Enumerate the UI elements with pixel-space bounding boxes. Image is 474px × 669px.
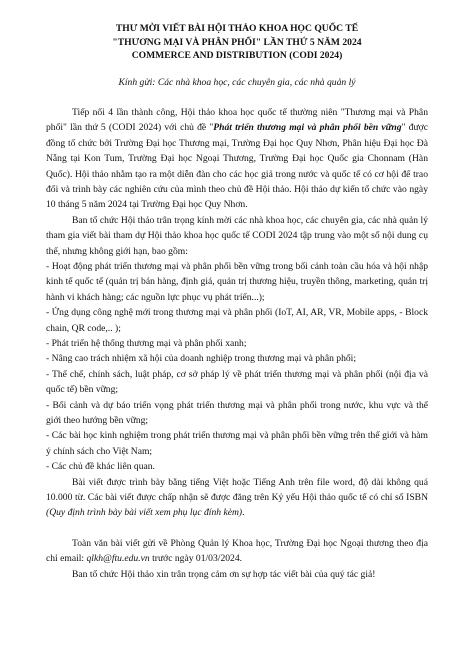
topic-item: - Các chủ đề khác liên quan. xyxy=(46,461,155,473)
format-note: (Quy định trình bày bài viết xem phụ lục đính kèm) xyxy=(46,507,243,519)
submission-email[interactable]: qlkh@ftu.edu.vn xyxy=(86,553,150,565)
topic-item: - Nâng cao trách nhiệm xã hội của doanh nghiệp trong thương mại và phân phối; xyxy=(46,353,356,365)
format-text: Bài viết được trình bày bằng tiếng Việt hoặc Tiếng Anh trên file word, độ dài không quá 10.000 từ. Các bài viết được chấp nhận sẽ được đăng trên Kỷ yếu Hội thảo quốc tế có chỉ số ISBN xyxy=(46,476,428,504)
topic-item: - Phát triển hệ thống thương mại và phân phối xanh; xyxy=(46,338,247,349)
format-end: . xyxy=(242,507,245,519)
format-paragraph xyxy=(46,475,428,521)
document-title xyxy=(46,22,428,63)
topic-item: - Các bài học kinh nghiệm trong phát triển thương mại và phân phối bền vững trên thế giới và hàm ý chính sách cho Việt Nam; xyxy=(46,430,428,457)
intro-text-2: " được đồng tổ chức bởi Trường Đại học Thương mại, Trường Đại học Quy Nhơn, Phân hiệu Đại học Đà Nẵng tại Kon Tum, Trường Đại học Ngoại Thương, Trường Đại học Quốc gia Chonnam (Hàn Quốc). Hội thảo nhằm tạo ra một diễn đàn cho các học giả trong nước và quốc tế có cơ hội để trao đổi và trình bày các nghiên cứu của mình theo chủ đề Hội thảo. Hội thảo dự kiến tổ chức vào ngày 10 tháng 5 năm 2024 tại Trường Đại học Quy Nhơn. xyxy=(46,122,428,211)
intro-text-1: Tiếp nối 4 lần thành công, Hội thảo khoa học quốc tế thường niên "Thương mại và Phân phối" lần thứ 5 (CODI 2024) với chủ đề " xyxy=(46,106,428,134)
intro-paragraph xyxy=(46,105,428,213)
conference-theme: Phát triển thương mại và phân phối bền vững xyxy=(213,122,402,134)
submission-deadline: trước ngày 01/03/2024. xyxy=(149,553,243,565)
topics-list xyxy=(46,259,428,475)
title-line-3: COMMERCE AND DISTRIBUTION (CODI 2024) xyxy=(131,50,343,61)
topic-item: - Thể chế, chính sách, luật pháp, cơ sở pháp lý về phát triển thương mại và phân phối (nội địa và quốc tế) bền vững; xyxy=(46,368,428,396)
spacer xyxy=(46,521,428,536)
closing-paragraph: Ban tổ chức Hội thảo xin trân trọng cảm ơn sự hợp tác viết bài của quý tác giả! xyxy=(72,568,376,580)
topic-item: - Bối cảnh và dự báo triển vọng phát triển thương mại và phân phối trong nước, khu vực và thế giới theo hướng bền vững; xyxy=(46,399,428,427)
topic-item: - Ứng dụng công nghệ mới trong thương mại và phân phối (IoT, AI, AR, VR, Mobile apps, - Block chain, QR code,.. ); xyxy=(46,307,428,334)
salutation: Kính gửi: Các nhà khoa học, các chuyên gia, các nhà quản lý xyxy=(118,76,356,88)
topic-item: - Hoạt động phát triển thương mại và phân phối bền vững trong bối cảnh toàn cầu hóa và hội nhập kinh tế quốc tế (quản trị bán hàng, định giá, quản trị thương hiệu, truyền thông, marketing, quản trị hành vi khách hàng; các nguồn lực phục vụ phát triển...); xyxy=(46,260,428,303)
invitation-paragraph: Ban tổ chức Hội thảo trân trọng kính mời các nhà khoa học, các chuyên gia, các nhà quản lý tham gia viết bài tham dự Hội thảo khoa học quốc tế CODI 2024 tập trung vào một số nội dung cụ thể, nhưng không giới hạn, bao gồm: xyxy=(46,214,428,257)
title-line-1: THƯ MỜI VIẾT BÀI HỘI THẢO KHOA HỌC QUỐC TẾ xyxy=(115,23,359,34)
submission-text: Toàn văn bài viết gửi về Phòng Quản lý Khoa học, Trường Đại học Ngoại thương theo địa chỉ email: xyxy=(46,537,428,565)
title-line-2: "THƯƠNG MẠI VÀ PHÂN PHỐI" LẦN THỨ 5 NĂM 2024 xyxy=(112,36,362,48)
submission-paragraph xyxy=(46,536,428,567)
